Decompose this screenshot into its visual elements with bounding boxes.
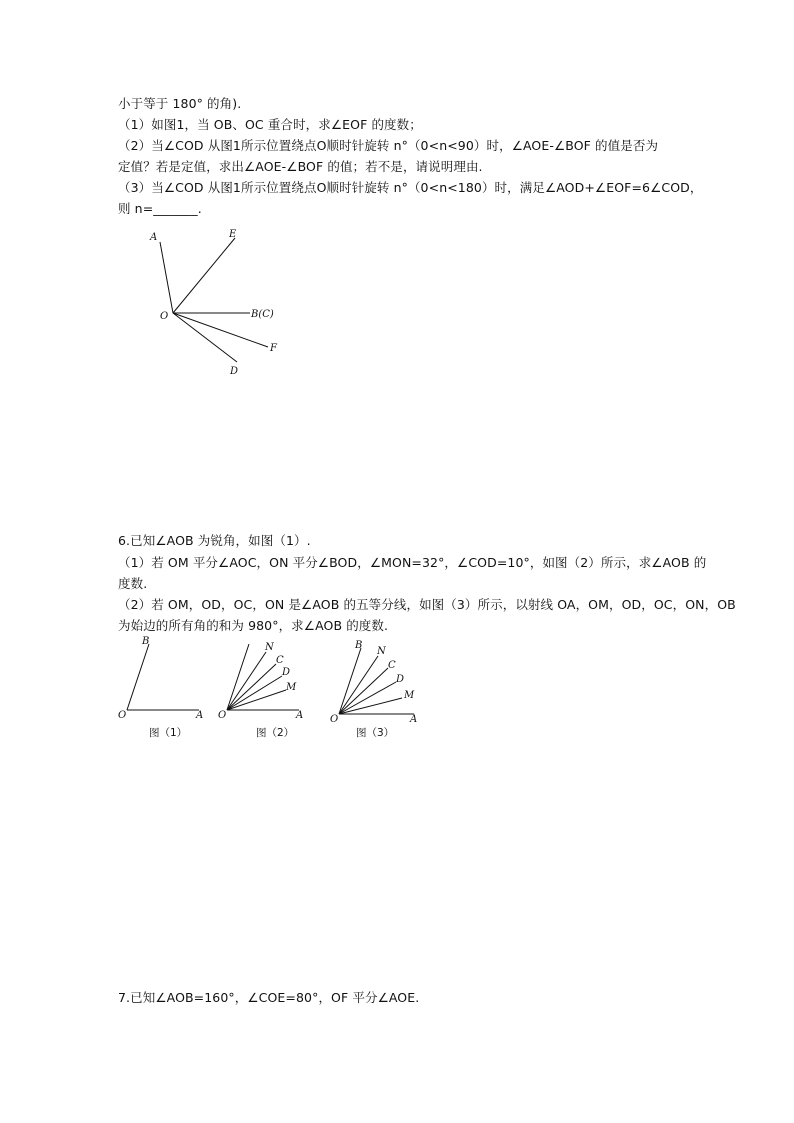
- label-bc: B(C): [251, 309, 274, 320]
- label-e: E: [229, 229, 237, 240]
- q6-part1: （1）若 OM 平分∠AOC，ON 平分∠BOD，∠MON=32°，∠COD=10°，如图（2）所示，求∠AOB 的: [118, 555, 707, 570]
- ray-od: [227, 676, 282, 710]
- q6-part2-cont: 为始边的所有角的和为 980°，求∠AOB 的度数.: [118, 618, 389, 633]
- label-b: B: [355, 640, 363, 651]
- label-a: A: [196, 710, 204, 721]
- q6-part1-cont: 度数.: [118, 576, 148, 591]
- label-d: D: [282, 667, 291, 678]
- label-f: F: [270, 343, 277, 354]
- q6-figure-3: [326, 634, 426, 724]
- q6-figure-2: [214, 634, 314, 724]
- label-o: O: [218, 710, 227, 721]
- label-c: C: [276, 655, 284, 666]
- q5-figure: [140, 222, 300, 382]
- label-a: A: [150, 232, 158, 243]
- q5-part2-cont: 定值？若是定值，求出∠AOE-∠BOF 的值；若不是，请说明理由.: [118, 159, 483, 174]
- label-n: N: [265, 642, 274, 653]
- ray-oe: [173, 238, 235, 313]
- q6-stem: 6.已知∠AOB 为锐角，如图（1）.: [118, 533, 311, 548]
- label-b: B: [142, 636, 150, 647]
- label-d: D: [396, 674, 405, 685]
- label-n: N: [377, 646, 386, 657]
- q5-blank-line: 则 n=_______.: [118, 201, 202, 216]
- label-o: O: [160, 311, 169, 322]
- ray-on: [227, 652, 266, 710]
- q5-line-1: 小于等于 180° 的角).: [118, 96, 242, 111]
- q6-part2: （2）若 OM，OD，OC，ON 是∠AOB 的五等分线，如图（3）所示，以射线 OA，OM，OD，OC，ON，OB: [118, 597, 736, 612]
- q6-figure-1-caption: 图（1）: [149, 727, 188, 739]
- q6-figure-2-caption: 图（2）: [256, 727, 295, 739]
- ray-om: [227, 690, 286, 710]
- ray-oa: [160, 242, 173, 313]
- label-a: A: [410, 714, 418, 724]
- q5-part2: （2）当∠COD 从图1所示位置绕点O顺时针旋转 n°（0<n<90）时，∠AOE-∠BOF 的值是否为: [118, 138, 659, 153]
- ray-od: [173, 313, 237, 362]
- q6-figure-3-caption: 图（3）: [356, 727, 395, 739]
- label-o: O: [330, 714, 339, 724]
- label-o: O: [118, 710, 127, 721]
- q5-part3: （3）当∠COD 从图1所示位置绕点O顺时针旋转 n°（0<n<180）时，满足∠AOD+∠EOF=6∠COD，: [118, 180, 703, 195]
- label-c: C: [388, 660, 396, 671]
- label-m: M: [286, 682, 297, 693]
- ray-ob: [127, 644, 149, 710]
- label-m: M: [404, 690, 415, 701]
- label-d: D: [230, 366, 239, 377]
- q5-part1: （1）如图1，当 OB、OC 重合时，求∠EOF 的度数；: [118, 117, 422, 132]
- q7-stem: 7.已知∠AOB=160°，∠COE=80°，OF 平分∠AOE.: [118, 990, 420, 1005]
- q6-figure-1: [114, 634, 214, 724]
- label-a: A: [296, 710, 304, 721]
